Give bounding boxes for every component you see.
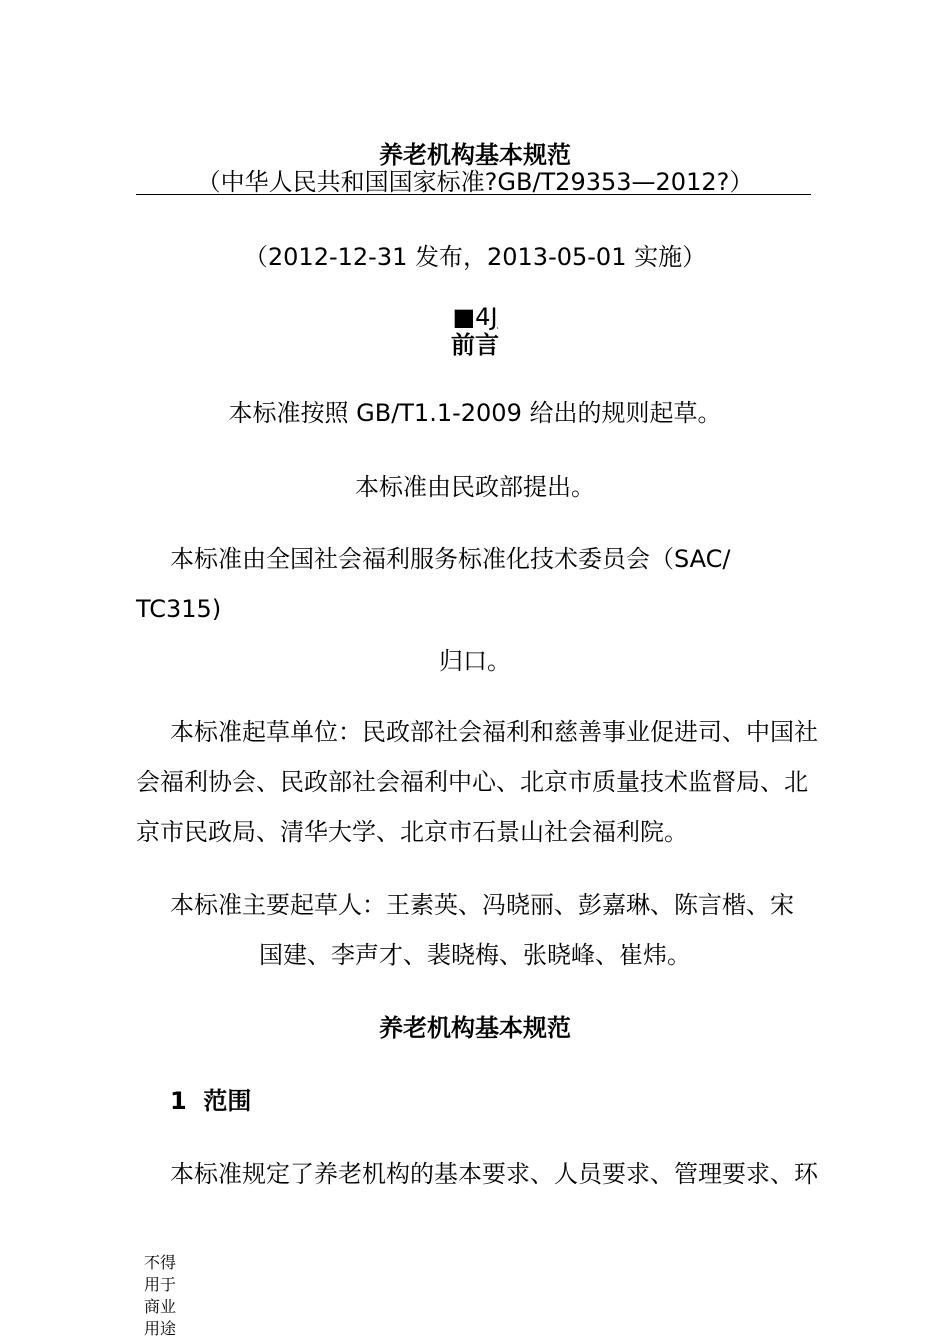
scope-heading-text: 范围 [203,1087,252,1115]
preface-paragraph-2: 本标准由民政部提出。 [355,473,595,501]
document-title: 养老机构基本规范 [379,141,571,169]
watermark-line: 商业 [144,1297,177,1316]
preface-paragraph-5-line-1: 本标准主要起草人：王素英、冯晓丽、彭嘉琳、陈言楷、宋 [170,891,794,919]
preface-paragraph-3-line-2: TC315) [136,595,222,623]
preface-paragraph-4-line-3: 京市民政局、清华大学、北京市石景山社会福利院。 [136,818,688,846]
scope-paragraph-line-1: 本标准规定了养老机构的基本要求、人员要求、管理要求、环 [170,1160,818,1188]
document-subtitle: （中华人民共和国国家标准?GB/T29353—2012?） [196,168,754,196]
preface-heading: 前言 [451,331,499,359]
scope-number: 1 [170,1087,187,1115]
preface-paragraph-1: 本标准按照 GB/T1.1-2009 给出的规则起草。 [228,399,722,427]
scope-heading [170,1086,251,1116]
preface-paragraph-5-line-2: 国建、李声才、裴晓梅、张晓峰、崔炜。 [259,941,691,969]
section-mark-prefix: ■4 [452,303,491,331]
watermark-notice [144,1252,180,1340]
section-mark [0,302,950,332]
section-mark-suffix: J [490,303,498,331]
section-title: 养老机构基本规范 [379,1014,571,1042]
preface-paragraph-3-line-3: 归口。 [439,647,511,675]
watermark-line: 用于 [144,1275,177,1294]
watermark-line: 不得 [144,1253,177,1272]
preface-paragraph-3-line-1: 本标准由全国社会福利服务标准化技术委员会（SAC/ [170,545,731,573]
title-rule [136,194,811,195]
preface-paragraph-4-line-1: 本标准起草单位：民政部社会福利和慈善事业促进司、中国社 [170,718,818,746]
watermark-line: 用途 [144,1319,177,1338]
publication-dates: （2012-12-31 发布，2013-05-01 实施） [243,243,707,271]
preface-paragraph-4-line-2: 会福利协会、民政部社会福利中心、北京市质量技术监督局、北 [136,768,808,796]
